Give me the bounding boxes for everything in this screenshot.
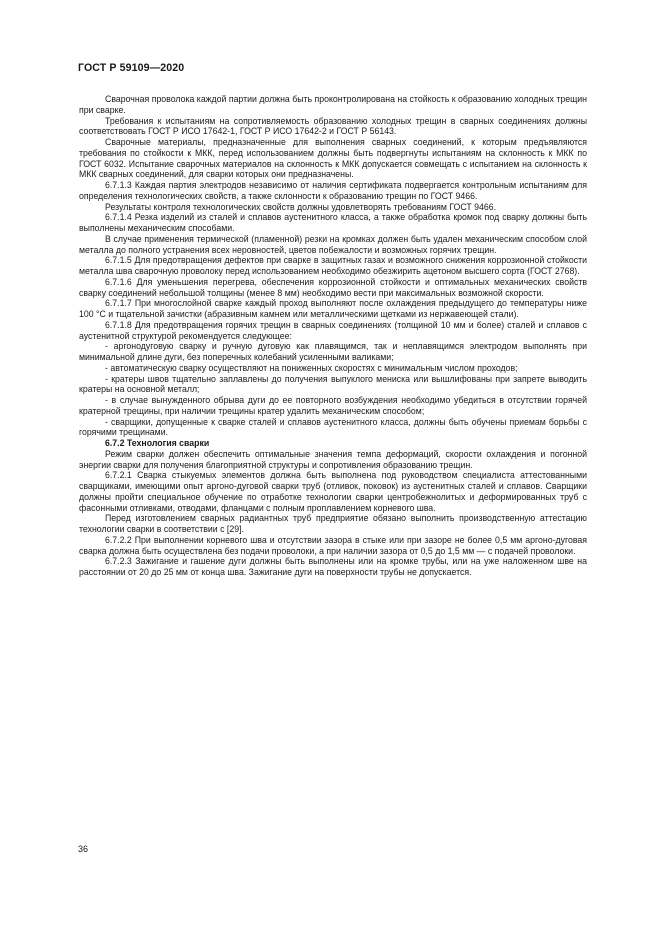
paragraph: Сварочная проволока каждой партии должна быть проконтролирована на стойкость к образованию холодных трещин при сварке. xyxy=(79,94,587,115)
paragraph: 6.7.2.3 Зажигание и гашение дуги должны быть выполнены или на кромке трубы, или на уже наложенном шве на расстоянии от 20 до 25 мм от конца шва. Зажигание дуги на поверхности трубы не допускается. xyxy=(79,556,587,577)
list-item: - автоматическую сварку осуществляют на пониженных скоростях с минимальным числом проходов; xyxy=(105,362,518,373)
paragraph: 6.7.1.8 Для предотвращения горячих трещин в сварных соединениях (толщиной 10 мм и более) сталей и сплавов с аустенитной структурой рекомендуется следующее: xyxy=(79,319,587,341)
paragraph: Требования к испытаниям на сопротивляемость образованию холодных трещин в сварных соединениях должны соответствовать ГОСТ Р ИСО 17642-1, ГОСТ Р ИСО 17642-2 и ГОСТ Р 56143. xyxy=(79,115,587,137)
standard-title: ГОСТ Р 59109—2020 xyxy=(78,62,185,74)
paragraph: В случае применения термической (пламенной) резки на кромках должен быть удален механическим способом слой металла до полного устранения всех неровностей, цветов побежалости и возможных горячих трещин. xyxy=(79,233,587,255)
list-item: - кратеры швов тщательно заплавлены до получения выпуклого мениска или вышлифованы при запрете выводить кратеры на основной металл; xyxy=(79,373,587,395)
body-text xyxy=(79,94,587,578)
paragraph: Результаты контроля технологических свойств должны удовлетворять требованиям ГОСТ 9466. xyxy=(105,201,497,212)
paragraph: Режим сварки должен обеспечить оптимальные значения темпа деформаций, скорости охлаждения и погонной энергии сварки для получения благоприятной структуры и сопротивления образованию трещин. xyxy=(79,448,587,470)
list-item: - сварщики, допущенные к сварке сталей и сплавов аустенитного класса, должны быть обучены приемам борьбы с горячими трещинами. xyxy=(79,416,587,438)
paragraph: 6.7.1.7 При многослойной сварке каждый проход выполняют после охлаждения предыдущего до температуры ниже 100 °С и тщательной зачистки (абразивным камнем или металлическими щетками из нержавеющей стали). xyxy=(79,298,587,319)
paragraph: 6.7.1.6 Для уменьшения перегрева, обеспечения коррозионной стойкости и оптимальных механических свойств сварку соединений небольшой толщины (менее 8 мм) необходимо вести при максимальных возможной скорости. xyxy=(79,276,587,298)
page-number: 36 xyxy=(78,844,89,854)
paragraph: Перед изготовлением сварных радиантных труб предприятие обязано выполнить производственную аттестацию технологии сварки в соответствии с [29]. xyxy=(79,513,587,534)
paragraph: 6.7.2.2 При выполнении корневого шва и отсутствии зазора в стыке или при зазоре не более 0,5 мм аргоно-дуговая сварка должна быть осуществлена без подачи проволоки, а при наличии зазора от 0,5 до 1,5 мм — с подачей проволоки. xyxy=(79,534,587,556)
paragraph: 6.7.1.3 Каждая партия электродов независимо от наличия сертификата подвергается контрольным испытаниям для определения технологических свойств, а также склонности к образованию трещин по ГОСТ 9466. xyxy=(79,180,587,201)
paragraph: 6.7.2.1 Сварка стыкуемых элементов должна быть выполнена под руководством специалиста аттестованными сварщиками, имеющими опыт аргоно-дуговой сварки труб (отливок, поковок) из аустенитных сталей и сплавов. Сварщики должны пройти специальное обучение по отработке технологии сварки центробежнолитых и деформированных труб с фасонными отливками, отводами, фланцами с полным проплавлением корневого шва. xyxy=(79,470,587,513)
paragraph: Сварочные материалы, предназначенные для выполнения сварных соединений, к которым предъявляются требования по стойкости к МКК, перед использованием должны быть подвергнуты испытаниям на склонность к МКК по ГОСТ 6032. Испытание сварочных материалов на склонность к МКК допускается совмещать с испытанием на склонность к МКК сварных соединений, для сварки которых они предназначены. xyxy=(79,137,587,180)
paragraph: 6.7.1.4 Резка изделий из сталей и сплавов аустенитного класса, а также обработка кромок под сварку должны быть выполнены механическим способами. xyxy=(79,212,587,233)
section-heading: 6.7.2 Технология сварки xyxy=(105,438,210,448)
list-item: - аргонодуговую сварку и ручную дуговую как плавящимся, так и неплавящимся электродом выполнять при минимальной длине дуги, без поперечных колебаний усиленными валиками; xyxy=(79,341,587,362)
paragraph: 6.7.1.5 Для предотвращения дефектов при сварке в защитных газах и возможного снижения коррозионной стойкости металла шва сварочную проволоку перед использованием необходимо обезжирить ацетоном высшего сорта (ГОСТ 2768). xyxy=(79,255,587,276)
list-item: - в случае вынужденного обрыва дуги до ее повторного возбуждения необходимо убедиться в отсутствии горячей кратерной трещины, при наличии трещины кратер удалить механическим способом; xyxy=(79,395,587,416)
